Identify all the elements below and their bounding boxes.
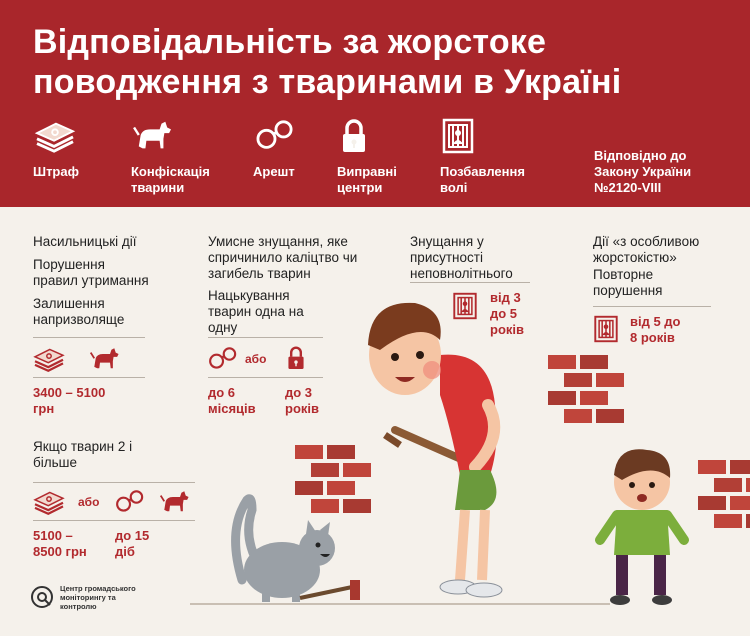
- offense-animal-baiting: Нацькування тварин одна на одну: [208, 288, 304, 335]
- title-line-1: Відповідальність за жорстоке: [33, 23, 547, 61]
- or-label: або: [245, 352, 267, 366]
- header-item-label: Позбавлення волі: [440, 164, 525, 195]
- fine-amount: 3400 – 5100 грн: [33, 385, 106, 416]
- dog-icon: [90, 345, 120, 373]
- handcuffs-icon: [208, 345, 238, 373]
- divider: [33, 337, 145, 338]
- dog-icon: [160, 488, 190, 516]
- law-reference: Відповідно до Закону України №2120-VIII: [594, 148, 692, 195]
- child-illustration: [592, 440, 692, 608]
- divider: [208, 337, 323, 338]
- offense-keeping-rules: Порушення правил утримання: [33, 257, 149, 288]
- header-item-label: Штраф: [33, 164, 79, 179]
- offense-repeat: Повторне порушення: [593, 267, 663, 298]
- prison-icon: [440, 118, 476, 154]
- prison-icon: [593, 315, 619, 343]
- fine-amount-2: 5100 – 8500 грн: [33, 528, 87, 559]
- header-item-label: Арешт: [253, 164, 295, 179]
- cat-illustration: [222, 490, 362, 605]
- offense-minor-present: Знущання у присутності неповнолітнього: [410, 234, 513, 281]
- arrest-term: до 6 місяців: [208, 385, 256, 416]
- divider: [33, 520, 195, 521]
- header-item-imprisonment: [440, 118, 540, 196]
- lock-icon: [337, 118, 371, 154]
- header-item-fine: [33, 118, 113, 180]
- arrest-term: до 15 діб: [115, 528, 150, 559]
- header-item-arrest: [253, 118, 313, 180]
- header-item-label: Виправні центри: [337, 164, 397, 195]
- divider: [33, 377, 145, 378]
- divider: [208, 377, 323, 378]
- divider: [593, 306, 711, 307]
- header-item-correctional: [337, 118, 417, 196]
- money-icon: [33, 488, 65, 516]
- money-icon: [33, 345, 65, 373]
- correctional-term: до 3 років: [285, 385, 319, 416]
- condition-two-or-more: Якщо тварин 2 і більше: [33, 439, 133, 470]
- offense-abandonment: Залишення напризволяще: [33, 296, 125, 327]
- or-label: або: [78, 495, 100, 509]
- handcuffs-icon: [115, 488, 145, 516]
- divider: [33, 482, 195, 483]
- page-title: [33, 22, 621, 102]
- lock-icon: [285, 344, 307, 372]
- divider: [410, 282, 530, 283]
- offense-intentional-abuse: Умисне знущання, яке спричинило каліцтво чи загибель тварин: [208, 234, 358, 281]
- imprisonment-term: від 3 до 5 років: [490, 290, 524, 337]
- dog-icon: [131, 118, 175, 154]
- money-icon: [33, 118, 77, 154]
- header-item-label: Конфіскація тварини: [131, 164, 210, 195]
- man-with-stick-illustration: [340, 295, 545, 610]
- organization-name: Центр громадського моніторингу та контролю: [60, 584, 136, 611]
- brick-wall-decoration: [698, 455, 750, 535]
- offense-violent-acts: Насильницькі дії: [33, 234, 137, 249]
- offense-special-cruelty: Дії «з особливою жорстокістю»: [593, 234, 700, 265]
- brick-wall-decoration: [548, 355, 638, 425]
- header-banner: [0, 0, 750, 207]
- handcuffs-icon: [253, 118, 297, 154]
- header-item-confiscation: [131, 118, 231, 196]
- imprisonment-term: від 5 до 8 років: [630, 314, 681, 345]
- organization-logo-icon: [30, 585, 54, 609]
- title-line-2: поводження з тваринами в Україні: [33, 63, 622, 101]
- ground-line: [190, 603, 610, 605]
